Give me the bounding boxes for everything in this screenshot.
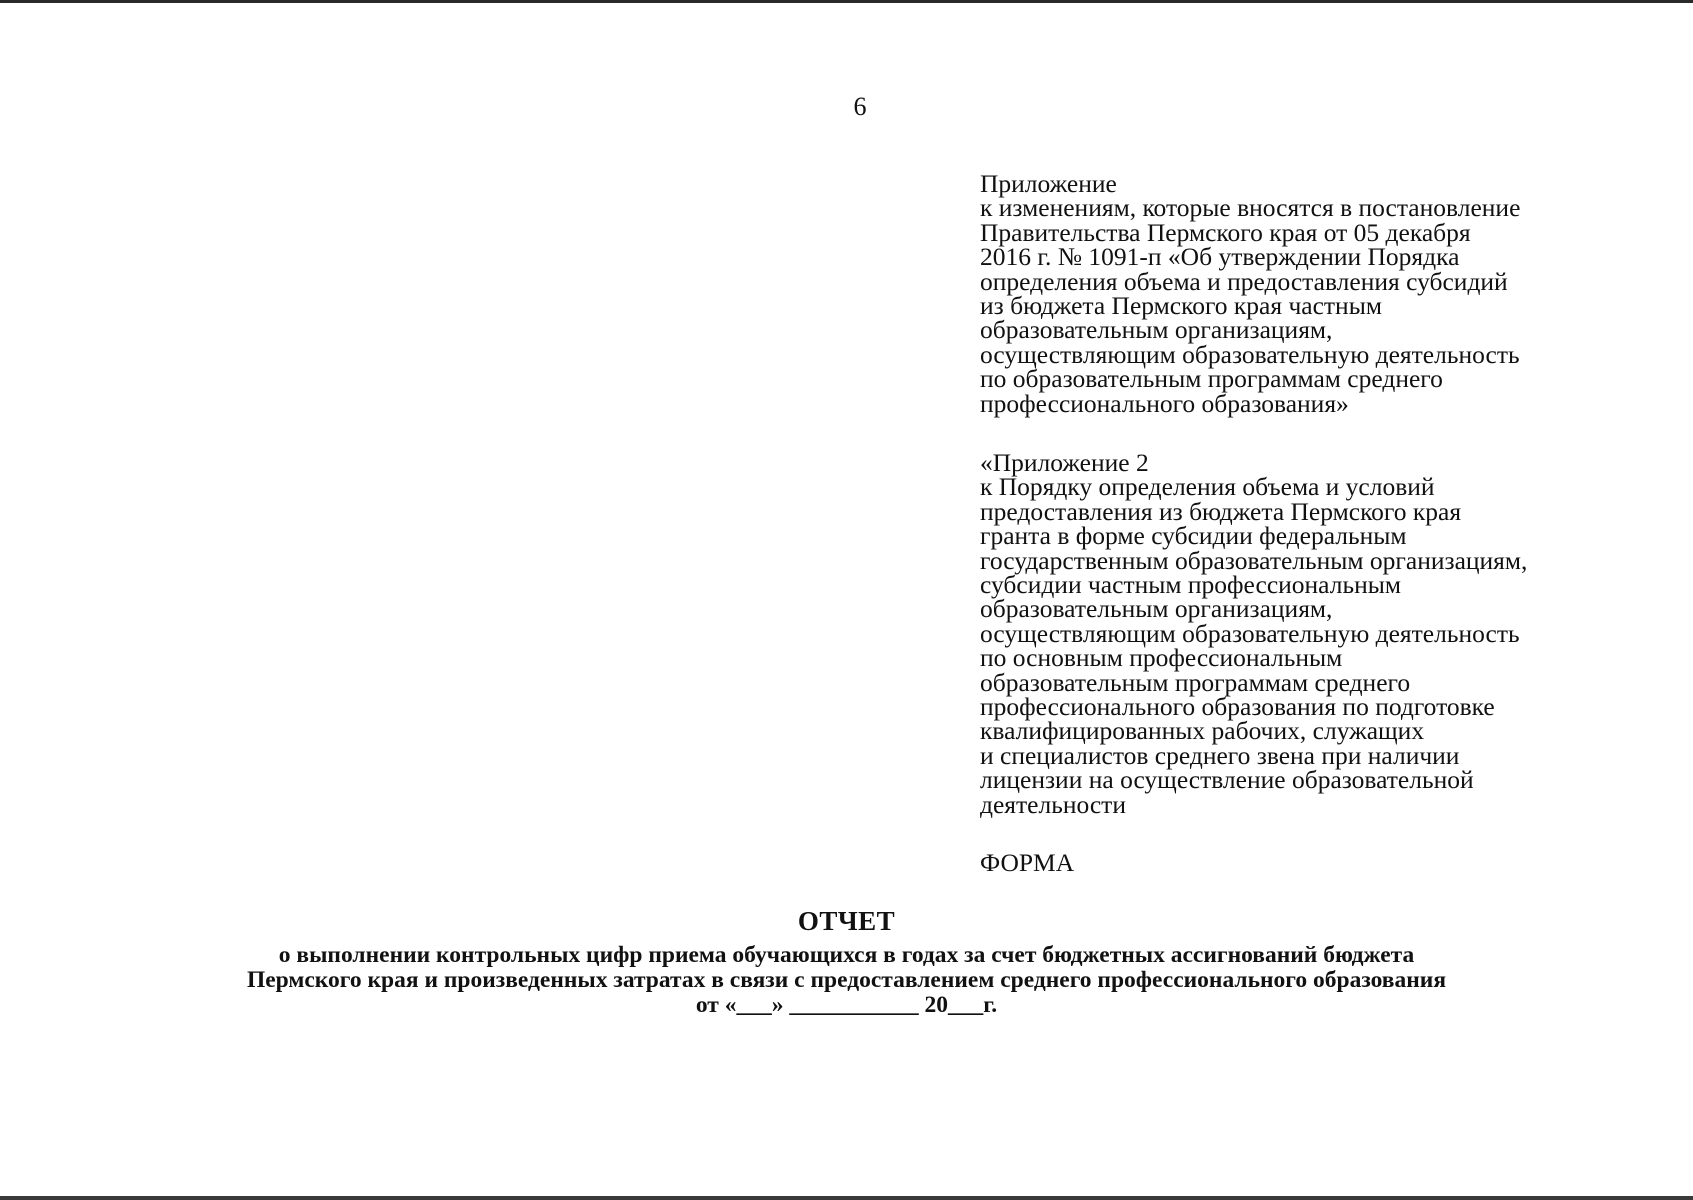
report-subtitle-line: о выполнении контрольных цифр приема обучающихся в годах за счет бюджетных ассигнований бюджета [278,942,1415,968]
appendix-1-heading [980,169,1660,418]
scan-edge-top [0,0,1693,3]
appendix-2-line: гранта в форме субсидии федеральным [980,521,1407,551]
page-number: 6 [853,92,867,121]
appendix-2-line: «Приложение 2 [980,448,1149,477]
appendix-2-line: квалифицированных рабочих, служащих [980,716,1425,746]
appendix-1-line: осуществляющим образовательную деятельность [980,339,1520,369]
appendix-2-line: лицензии на осуществление образовательной [980,765,1474,795]
appendix-1-line: профессионального образования» [980,388,1349,418]
appendix-1-line: Приложение [980,169,1117,198]
appendix-1-line: Правительства Пермского края от 05 декабря [980,217,1471,247]
appendix-2-line: образовательным программам среднего [980,667,1411,697]
appendix-2-line: образовательным организациям, [980,594,1333,624]
appendix-2-line: к Порядку определения объема и условий [980,472,1435,502]
appendix-2-line: деятельности [980,789,1126,819]
appendix-1-line: из бюджета Пермского края частным [980,291,1382,321]
appendix-1-line: к изменениям, которые вносятся в постановление [980,193,1521,223]
report-date-line: от «___» ___________ 20___г. [695,992,998,1018]
report-subtitle [100,943,1593,1018]
appendix-2-line: государственным образовательным организациям, [980,545,1528,575]
report-subtitle-line: Пермского края и произведенных затратах в связи с предоставлением среднего профессионального образования [246,967,1447,993]
appendix-2-line: и специалистов среднего звена при наличии [980,740,1460,770]
appendix-1-line: образовательным организациям, [980,315,1333,345]
appendix-2-line: профессионального образования по подготовке [980,692,1495,722]
scan-edge-bottom [0,1196,1693,1200]
appendix-1-line: 2016 г. № 1091-п «Об утверждении Порядка [980,242,1460,272]
appendix-1-line: по образовательным программам среднего [980,364,1443,394]
form-label: ФОРМА [980,848,1075,877]
appendix-2-heading [980,448,1660,819]
appendix-2-line: предоставления из бюджета Пермского края [980,496,1462,526]
appendix-2-line: по основным профессиональным [980,643,1343,673]
appendix-2-line: осуществляющим образовательную деятельность [980,618,1520,648]
appendix-1-line: определения объема и предоставления субсидий [980,266,1508,296]
appendix-2-line: субсидии частным профессиональным [980,570,1401,600]
report-title: ОТЧЕТ [797,906,896,936]
